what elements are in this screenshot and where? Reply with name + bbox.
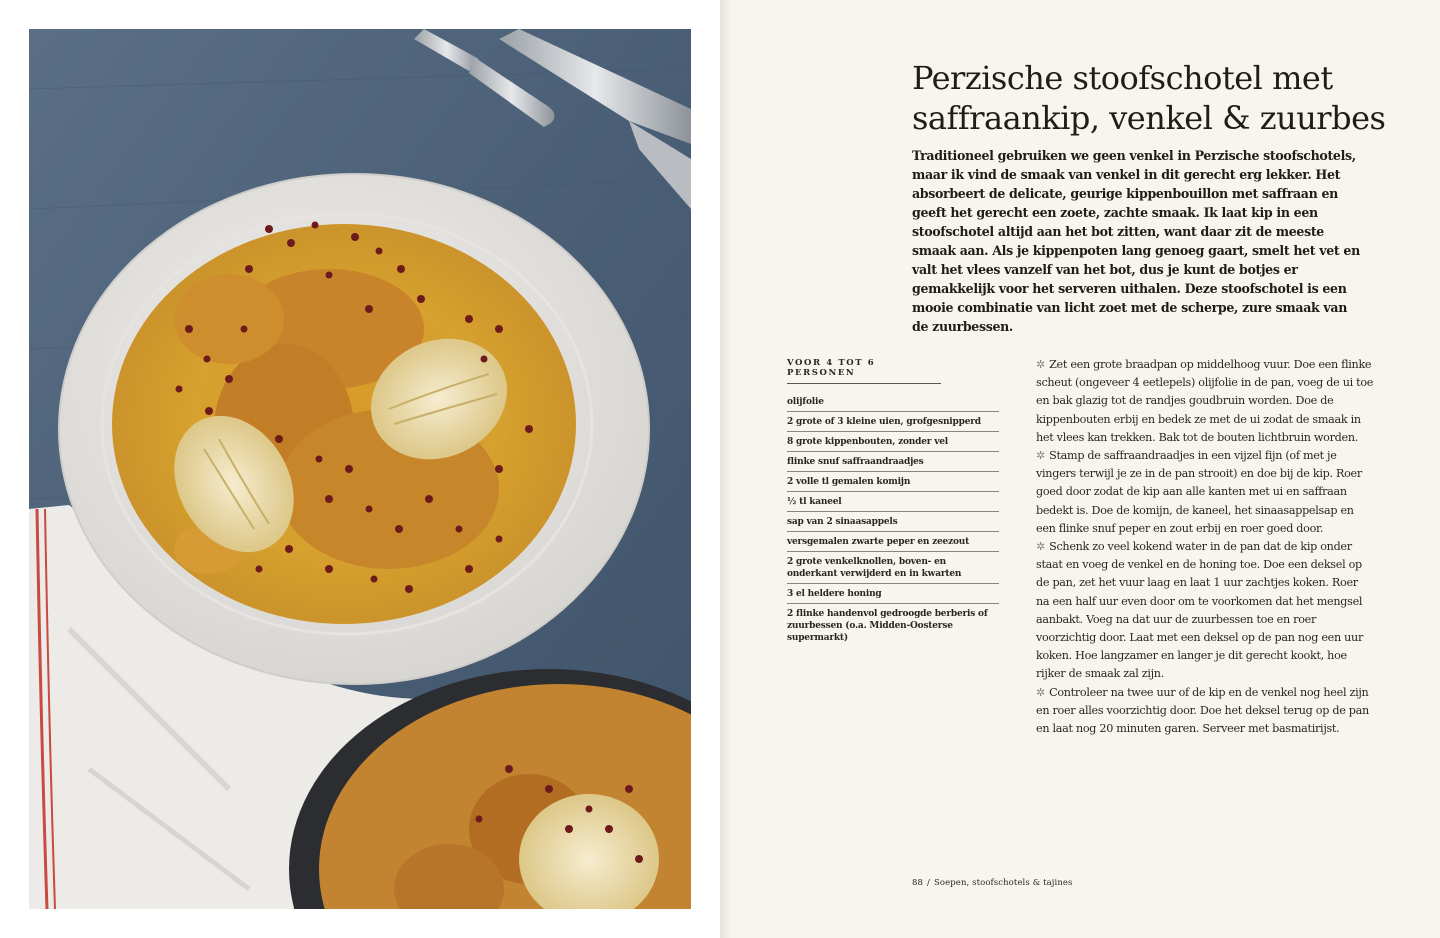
method-step xyxy=(1036,356,1374,447)
page-number: 88 xyxy=(912,878,924,888)
recipe-intro: Traditioneel gebruiken we geen venkel in Perzische stoofschotels, maar ik vind de smaak van venkel in dit gerecht erg lekker. Het absorbeert de delicate, geurige kippenbouillon met saffraan en geeft het gerecht een zoete, zachte smaak. Ik laat kip in een stoofschotel altijd aan het bot zitten, want daar zit de meeste smaak aan. Als je kippenpoten lang genoeg gaart, smelt het vet en valt het vlees vanzelf van het bot, dus je kunt de botjes er gemakkelijk voor het serveren uithalen. Deze stoofschotel is een mooie combinatie van licht zoet met de scherpe, zure smaak van de zuurbessen. xyxy=(912,148,1360,334)
section-name: Soepen, stoofschotels & tajines xyxy=(934,878,1073,888)
step-marker-icon: ✲ xyxy=(1036,449,1046,463)
recipe-title: Perzische stoofschotel met saffraankip, venkel & zuurbes xyxy=(912,59,1386,137)
ingredient-item: versgemalen zwarte peper en zeezout xyxy=(787,532,999,552)
method-section xyxy=(1036,356,1374,738)
step-marker-icon: ✲ xyxy=(1036,540,1046,554)
recipe-page xyxy=(720,0,1440,938)
ingredients-section xyxy=(787,358,999,647)
ingredient-item: flinke snuf saffraandraadjes xyxy=(787,452,999,472)
ingredient-list xyxy=(787,392,999,647)
food-photo xyxy=(29,29,691,909)
step-marker-icon: ✲ xyxy=(1036,358,1046,371)
method-step xyxy=(1036,684,1374,739)
ingredient-item: 2 flinke handenvol gedroogde berberis of zuurbessen (o.a. Midden-Oosterse supermarkt) xyxy=(787,609,988,643)
servings-heading: VOOR 4 TOT 6 PERSONEN xyxy=(787,358,941,384)
step-marker-icon: ✲ xyxy=(1036,685,1046,699)
page-gutter xyxy=(720,0,732,938)
ingredient-item: ½ tl kaneel xyxy=(787,492,999,512)
step-text: Zet een grote braadpan op middelhoog vuur. Doe een flinke scheut (ongeveer 4 eetlepels) olijfolie in de pan, voeg de ui toe en bak glazig tot de randjes goudbruin worden. Doe de kippenbouten erbij en bedek ze met de ui zodat de smaak in het vlees kan trekken. Bak tot de bouten lichtbruin worden. xyxy=(1036,358,1374,444)
ingredient-item: sap van 2 sinaasappels xyxy=(787,512,999,532)
method-step xyxy=(1036,447,1374,538)
step-text: Controleer na twee uur of de kip en de venkel nog heel zijn en roer alles voorzichtig door. Doe het deksel terug op de pan en laat nog 20 minuten garen. Serveer met basmatirijst. xyxy=(1036,685,1369,736)
page-footer xyxy=(912,878,1073,888)
ingredient-item: 2 volle tl gemalen komijn xyxy=(787,472,999,492)
footer-separator: / xyxy=(927,878,930,888)
ingredient-item: 2 grote venkelknollen, boven- en onderkant verwijderd en in kwarten xyxy=(787,552,999,584)
ingredient-item: 2 grote of 3 kleine uien, grofgesnipperd xyxy=(787,412,999,432)
ingredient-item: 3 el heldere honing xyxy=(787,584,999,604)
method-step xyxy=(1036,538,1374,684)
ingredient-item: 8 grote kippenbouten, zonder vel xyxy=(787,432,999,452)
step-text: Schenk zo veel kokend water in de pan dat de kip onder staat en voeg de venkel en de honing toe. Doe een deksel op de pan, zet het vuur laag en laat 1 uur zachtjes koken. Roer na een half uur even door om te voorkomen dat het mengsel aanbakt. Voeg na dat uur de zuurbessen toe en roer voorzichtig door. Laat met een deksel op de pan nog een uur koken. Hoe langzamer en langer je dit gerecht kookt, hoe rijker de smaak zal zijn. xyxy=(1036,540,1364,681)
step-text: Stamp de saffraandraadjes in een vijzel fijn (of met je vingers terwijl je ze in de pan strooit) en doe bij de kip. Roer goed door zodat de kip aan alle kanten met ui en saffraan bedekt is. Doe de komijn, de kaneel, het sinaasappelsap en een flinke snuf peper en zout erbij en roer goed door. xyxy=(1036,449,1362,535)
ingredient-item: olijfolie xyxy=(787,392,999,412)
